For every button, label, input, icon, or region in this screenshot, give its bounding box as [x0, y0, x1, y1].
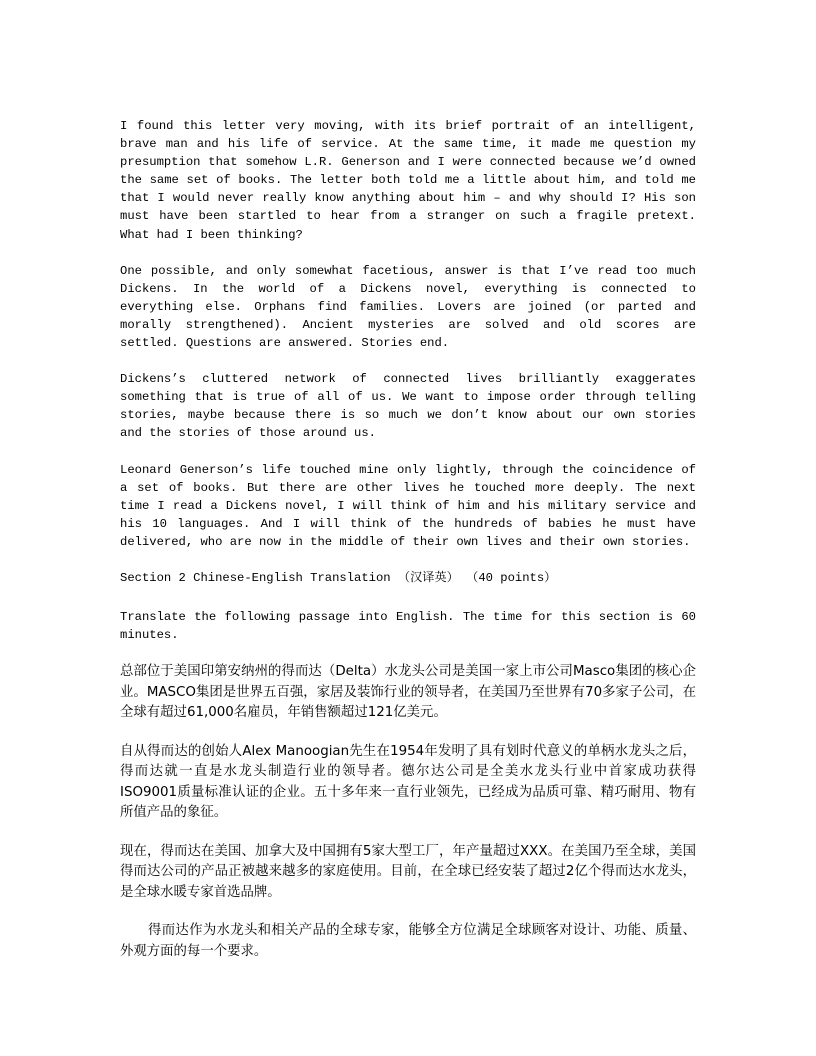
chinese-paragraph-4: 得而达作为水龙头和相关产品的全球专家，能够全方位满足全球顾客对设计、功能、质量、外观方面的每一个要求。: [120, 923, 696, 959]
chinese-paragraph-1: 总部位于美国印第安纳州的得而达（Delta）水龙头公司是美国一家上市公司Masco集团的核心企业。MASCO集团是世界五百强，家居及装饰行业的领导者，在美国乃至世界有70多家子公司，在全球有超过61,000名雇员，年销售额超过121亿美元。: [120, 664, 696, 721]
chinese-paragraph-3: 现在，得而达在美国、加拿大及中国拥有5家大型工厂，年产量超过XXX。在美国乃至全球，美国得而达公司的产品正被越来越多的家庭使用。目前，在全球已经安装了超过2亿个得而达水龙头，是全球水暖专家首选品牌。: [120, 843, 696, 900]
passage-paragraph-2: One possible, and only somewhat facetious, answer is that I’ve read too much Dickens. In the world of a Dickens novel, everything is connected to everything else. Orphans find families. Lovers are joined (or parted and morally strengthened). Ancient mysteries are solved and old scores are settled. Questions are answered. Stories end.: [120, 263, 696, 351]
passage-paragraph-4: Leonard Generson’s life touched mine only lightly, through the coincidence of a set of books. But there are other lives he touched more deeply. The next time I read a Dickens novel, I will think of him and his military service and his 10 languages. And I will think of the hundreds of babies he must have delivered, who are now in the middle of their own lives and their own stories.: [120, 462, 696, 549]
section-instruction: Translate the following passage into English. The time for this section is 60 minutes.: [120, 609, 696, 643]
section-heading: Section 2 Chinese-English Translation （汉译英） （40 points）: [120, 570, 557, 585]
document-page: [120, 117, 696, 980]
passage-paragraph-3: Dickens’s cluttered network of connected lives brilliantly exaggerates something that is true of all of us. We want to impose order through telling stories, maybe because there is so much we don’t know about our own stories and the stories of those around us.: [120, 372, 696, 441]
chinese-paragraph-2: 自从得而达的创始人Alex Manoogian先生在1954年发明了具有划时代意义的单柄水龙头之后，得而达就一直是水龙头制造行业的领导者。德尔达公司是全美水龙头行业中首家成功获得ISO9001质量标准认证的企业。五十多年来一直行业领先，已经成为品质可靠、精巧耐用、物有所值产品的象征。: [120, 743, 696, 821]
passage-paragraph-1: I found this letter very moving, with its brief portrait of an intelligent, brave man and his life of service. At the same time, it made me question my presumption that somehow L.R. Generson and I were connected because we’d owned the same set of books. The letter both told me a little about him, and told me that I would never really know anything about him – and why should I? His son must have been startled to hear from a stranger on such a fragile pretext. What had I been thinking?: [120, 119, 696, 242]
